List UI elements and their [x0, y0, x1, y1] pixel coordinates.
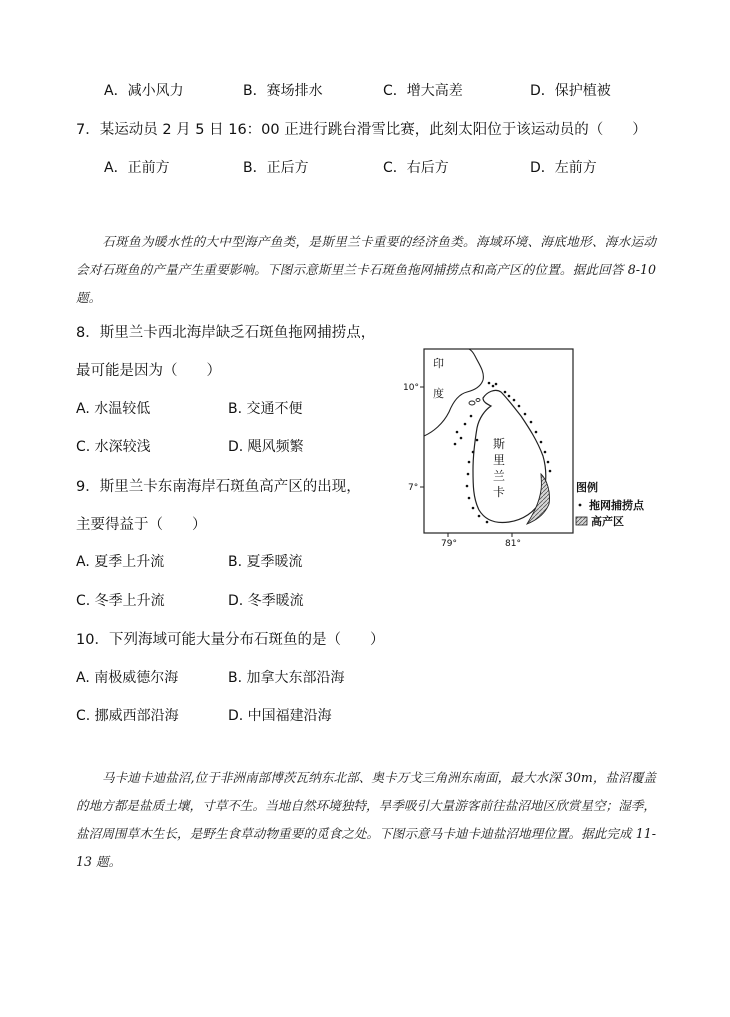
q6-option-d: D．保护植被	[530, 83, 611, 99]
q9-stem-line2: 主要得益于（ ）	[76, 517, 207, 533]
q8-stem-line2: 最可能是因为（ ）	[76, 363, 221, 379]
legend-point-symbol	[579, 504, 582, 507]
q7-option-c: C．右后方	[383, 160, 449, 176]
q6-option-c: C．增大高差	[383, 83, 463, 99]
label-lon-81: 81°	[505, 539, 521, 549]
q10-option-a: A. 南极威德尔海	[76, 670, 179, 686]
q10-option-d: D. 中国福建沿海	[228, 708, 332, 724]
label-sri-3: 兰	[493, 469, 506, 483]
label-lat-10: 10°	[403, 383, 419, 393]
passage-sri-lanka-text: 石斑鱼为暖水性的大中型海产鱼类，是斯里兰卡重要的经济鱼类。海域环境、海底地形、海水运动会对石斑鱼的产量产生重要影响。下图示意斯里兰卡石斑鱼拖网捕捞点和高产区的位置。据此回答 8-10 题。	[76, 234, 656, 305]
q6-option-b: B．赛场排水	[243, 83, 323, 99]
label-sri-4: 卡	[493, 485, 506, 499]
label-lon-79: 79°	[441, 539, 457, 549]
passage-makgadikgadi	[76, 764, 656, 876]
label-india-1: 印	[433, 357, 444, 370]
q8-option-c: C. 水深较浅	[76, 439, 151, 455]
q9-stem-line1: 9．斯里兰卡东南海岸石斑鱼高产区的出现，	[76, 479, 361, 495]
q6-option-a: A．减小风力	[104, 83, 184, 99]
q9-option-b: B. 夏季暖流	[228, 554, 303, 570]
passage-sri-lanka	[76, 228, 656, 312]
q7-option-d: D．左前方	[530, 160, 597, 176]
passage-makgadikgadi-text: 马卡迪卡迪盐沼,位于非洲南部博茨瓦纳东北部、奥卡万戈三角洲东南面，最大水深 30m，盐沼覆盖的地方都是盐质土壤，寸草不生。当地自然环境独特，旱季吸引大量游客前往盐沼地区欣赏星空；湿季，盐沼周围草木生长，是野生食草动物重要的觅食之处。下图示意马卡迪卡迪盐沼地理位置。据此完成 11-13 题。	[76, 770, 656, 869]
q10-option-b: B. 加拿大东部沿海	[228, 670, 345, 686]
q10-stem: 10．下列海域可能大量分布石斑鱼的是（ ）	[76, 632, 385, 648]
legend-area-symbol	[576, 517, 587, 525]
label-india-2: 度	[433, 387, 444, 400]
sri-lanka-map	[395, 340, 695, 552]
legend-area-label: 高产区	[591, 515, 624, 528]
label-lat-7: 7°	[408, 483, 419, 493]
label-sri-1: 斯	[493, 437, 506, 451]
label-sri-2: 里	[493, 453, 506, 467]
q8-option-a: A. 水温较低	[76, 401, 151, 417]
q9-option-d: D. 冬季暖流	[228, 593, 304, 609]
q8-option-d: D. 飓风频繁	[228, 439, 304, 455]
legend-point-label: 拖网捕捞点	[589, 499, 644, 512]
q8-stem-line1: 8．斯里兰卡西北海岸缺乏石斑鱼拖网捕捞点，	[76, 325, 376, 341]
q7-option-b: B．正后方	[243, 160, 309, 176]
q8-option-b: B. 交通不便	[228, 401, 303, 417]
q9-option-c: C. 冬季上升流	[76, 593, 165, 609]
legend-title: 图例	[576, 481, 598, 494]
q7-stem: 7．某运动员 2 月 5 日 16：00 正进行跳台滑雪比赛，此刻太阳位于该运动员的（ ）	[76, 122, 647, 138]
q10-option-c: C. 挪威西部沿海	[76, 708, 179, 724]
q9-option-a: A. 夏季上升流	[76, 554, 165, 570]
q7-option-a: A．正前方	[104, 160, 170, 176]
